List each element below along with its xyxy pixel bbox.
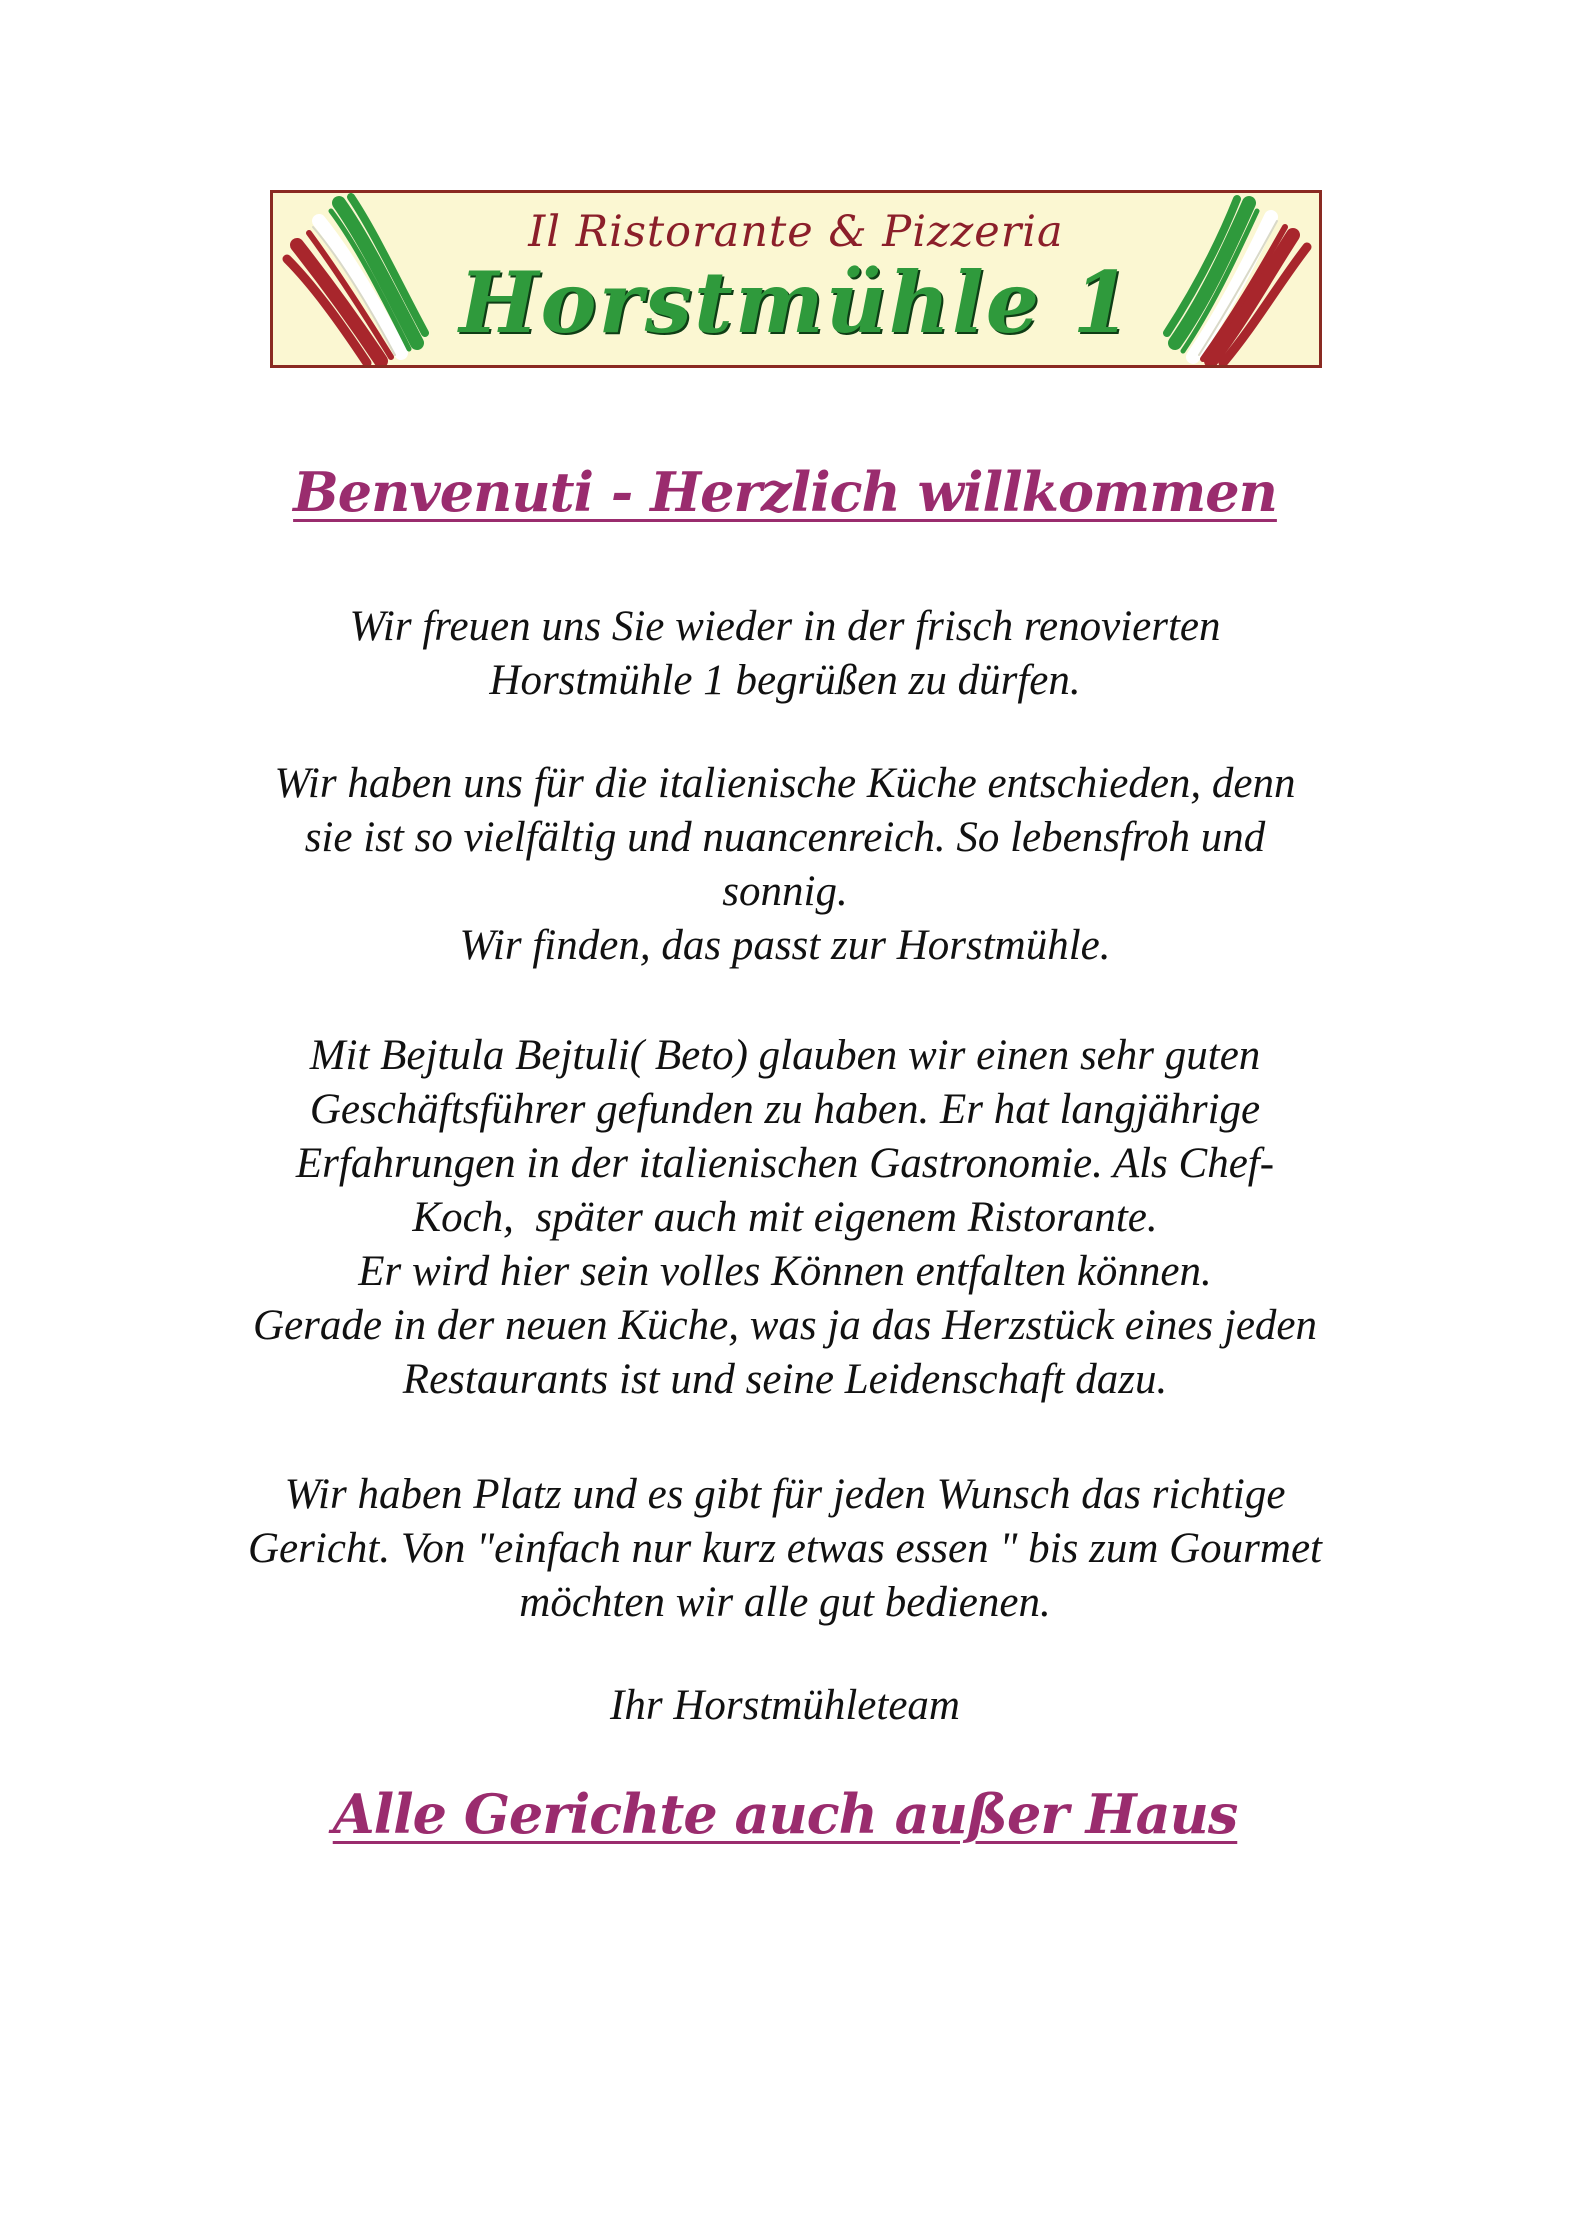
logo-subtitle: Il Ristorante & Pizzeria bbox=[528, 207, 1064, 257]
paragraph-line: Erfahrungen in der italienischen Gastronomie. Als Chef- bbox=[295, 1140, 1275, 1187]
paragraph-manager bbox=[160, 1029, 1410, 1407]
paragraph-offer bbox=[160, 1468, 1410, 1630]
paragraph-line: Restaurants ist und seine Leidenschaft dazu. bbox=[402, 1356, 1168, 1403]
italian-flag-brush-right bbox=[1163, 193, 1313, 365]
paragraph-renovation bbox=[160, 600, 1410, 708]
paragraph-line: Koch, später auch mit eigenem Ristorante. bbox=[412, 1194, 1158, 1241]
signature-text: Ihr Horstmühleteam bbox=[610, 1682, 960, 1729]
welcome-heading: Benvenuti - Herzlich willkommen bbox=[293, 460, 1277, 524]
paragraph-line: Gerade in der neuen Küche, was ja das Herzstück eines jeden bbox=[252, 1302, 1318, 1349]
paragraph-line: Er wird hier sein volles Können entfalten können. bbox=[358, 1248, 1212, 1295]
paragraph-line: Wir haben Platz und es gibt für jeden Wunsch das richtige bbox=[284, 1471, 1286, 1518]
paragraph-line: möchten wir alle gut bedienen. bbox=[519, 1579, 1051, 1626]
paragraph-line: Wir finden, das passt zur Horstmühle. bbox=[459, 922, 1111, 969]
paragraph-line: Geschäftsführer gefunden zu haben. Er hat langjährige bbox=[309, 1086, 1261, 1133]
paragraph-line: Horstmühle 1 begrüßen zu dürfen. bbox=[489, 657, 1081, 704]
logo-title: Horstmühle 1 bbox=[459, 253, 1133, 352]
paragraph-line: Wir freuen uns Sie wieder in der frisch renovierten bbox=[349, 603, 1221, 650]
paragraph-line: sie ist so vielfältig und nuancenreich. So lebensfroh und bbox=[304, 814, 1266, 861]
paragraph-line: Mit Bejtula Bejtuli( Beto) glauben wir einen sehr guten bbox=[309, 1032, 1261, 1079]
signature bbox=[160, 1679, 1410, 1733]
paragraph-italian-cuisine bbox=[160, 757, 1410, 973]
takeaway-heading: Alle Gerichte auch außer Haus bbox=[332, 1782, 1238, 1846]
paragraph-line: sonnig. bbox=[722, 868, 848, 915]
paragraph-line: Gericht. Von "einfach nur kurz etwas essen " bis zum Gourmet bbox=[248, 1525, 1322, 1572]
paragraph-line: Wir haben uns für die italienische Küche entschieden, denn bbox=[274, 760, 1296, 807]
restaurant-logo bbox=[270, 190, 1322, 368]
